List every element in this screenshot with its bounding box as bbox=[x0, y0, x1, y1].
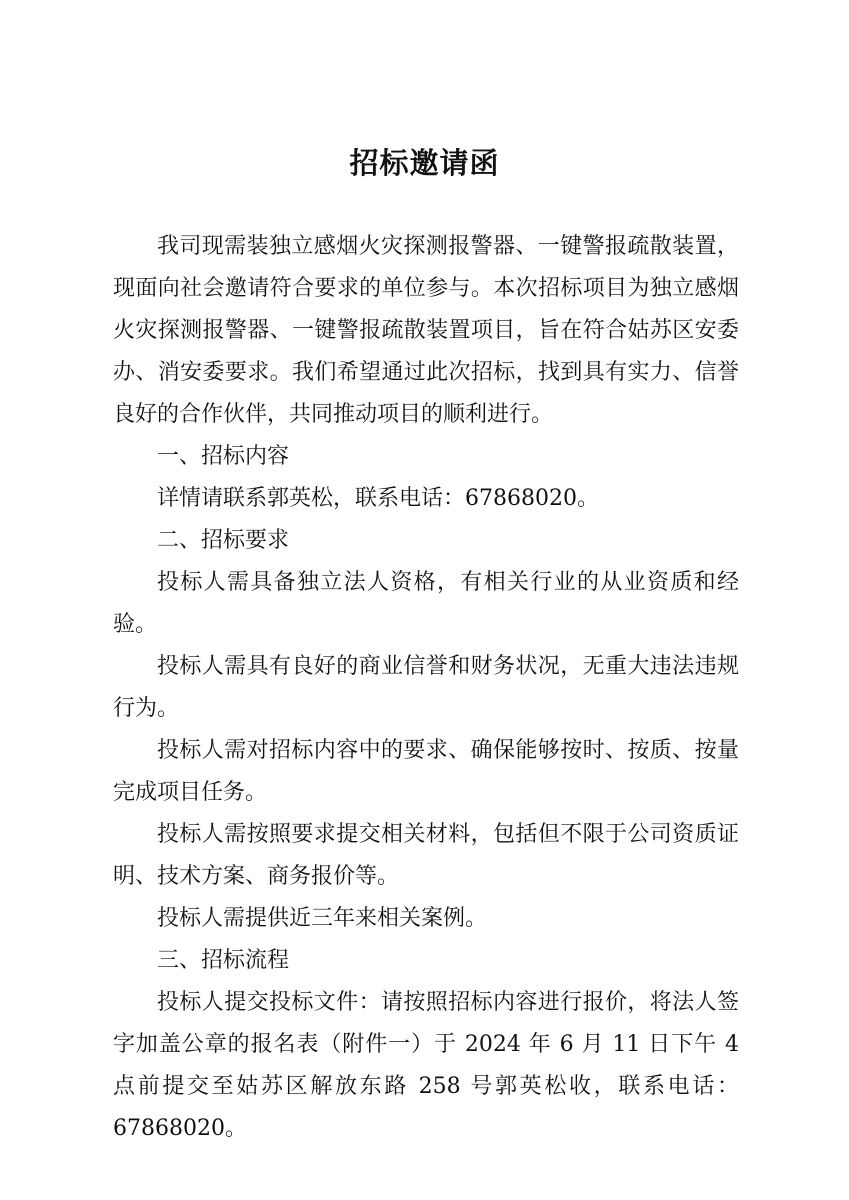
section-heading-content: 一、招标内容 bbox=[157, 444, 290, 469]
requirement-item: 投标人需提供近三年来相关案例。 bbox=[157, 906, 488, 931]
requirement-item: 投标人需具有良好的商业信誉和财务状况，无重大违法违规行为。 bbox=[113, 654, 739, 721]
document-title: 招标邀请函 bbox=[349, 146, 500, 180]
contact-paragraph: 详情请联系郭英松，联系电话：67868020。 bbox=[157, 486, 599, 511]
requirement-item: 投标人需按照要求提交相关材料，包括但不限于公司资质证明、技术方案、商务报价等。 bbox=[113, 822, 739, 889]
process-paragraph: 投标人提交投标文件：请按照招标内容进行报价，将法人签字加盖公章的报名表（附件一）于 2024 年 6 月 11 日下午 4 点前提交至姑苏区解放东路 258 号郭英松收，联系电话：67868020。 bbox=[113, 990, 739, 1141]
section-heading-process: 三、招标流程 bbox=[157, 948, 290, 973]
intro-paragraph: 我司现需装独立感烟火灾探测报警器、一键警报疏散装置，现面向社会邀请符合要求的单位参与。本次招标项目为独立感烟火灾探测报警器、一键警报疏散装置项目，旨在符合姑苏区安委办、消安委要求。我们希望通过此次招标，找到具有实力、信誉良好的合作伙伴，共同推动项目的顺利进行。 bbox=[113, 234, 739, 427]
requirement-item: 投标人需对招标内容中的要求、确保能够按时、按质、按量完成项目任务。 bbox=[113, 738, 739, 805]
requirement-item: 投标人需具备独立法人资格，有相关行业的从业资质和经验。 bbox=[113, 570, 739, 637]
section-heading-requirements: 二、招标要求 bbox=[157, 528, 290, 553]
document-body bbox=[113, 226, 739, 1150]
